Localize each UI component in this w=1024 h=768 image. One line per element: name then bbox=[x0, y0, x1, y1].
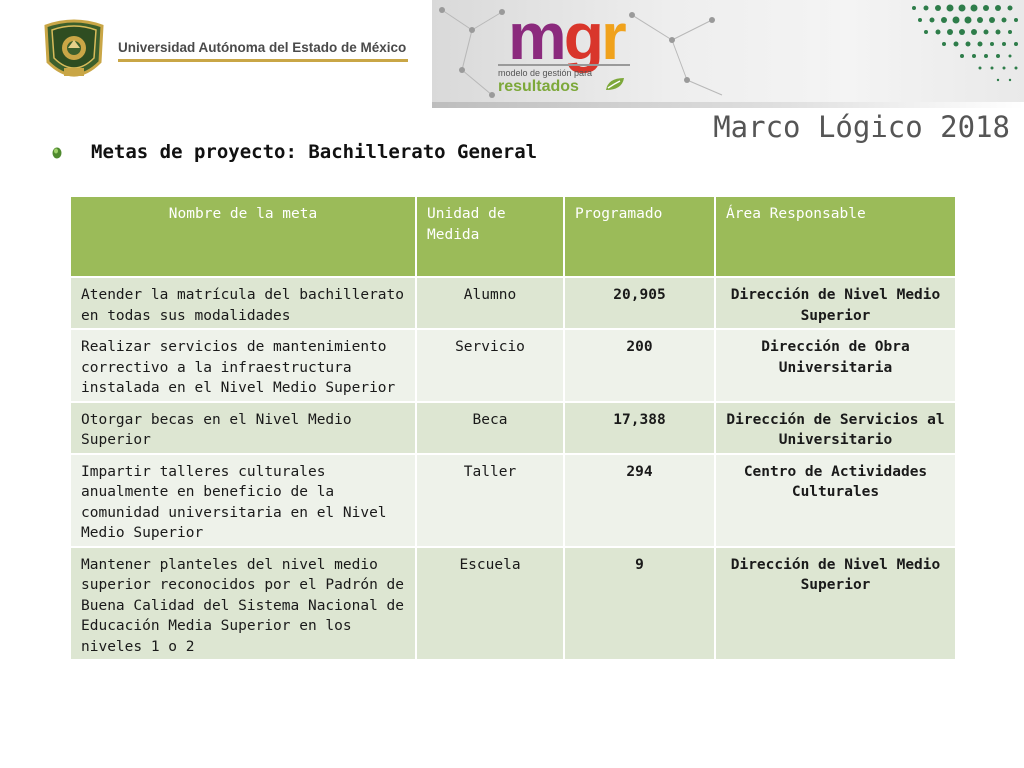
goal-name-cell: Realizar servicios de mantenimiento correctivo a la infraestructura instalada en el Nivel Medio Superior bbox=[70, 329, 416, 402]
programmed-cell: 9 bbox=[564, 547, 715, 661]
mgr-letter-r: r bbox=[601, 0, 624, 73]
programmed-cell: 294 bbox=[564, 454, 715, 547]
column-header-area: Área Responsable bbox=[715, 196, 956, 277]
leaf-icon bbox=[604, 76, 626, 92]
mgr-subtitle-line2: resultados bbox=[498, 78, 579, 95]
column-header-unit: Unidad de Medida bbox=[416, 196, 564, 277]
unit-cell: Servicio bbox=[416, 329, 564, 402]
unit-cell: Beca bbox=[416, 402, 564, 454]
programmed-cell: 20,905 bbox=[564, 277, 715, 329]
goal-name-cell: Mantener planteles del nivel medio superior reconocidos por el Padrón de Buena Calidad del Sistema Nacional de Educación Media Superior en los niveles 1 o 2 bbox=[70, 547, 416, 661]
goal-name-cell: Impartir talleres culturales anualmente en beneficio de la comunidad universitaria en el Nivel Medio Superior bbox=[70, 454, 416, 547]
goals-table bbox=[69, 195, 957, 661]
table-row bbox=[70, 402, 956, 454]
unit-cell: Alumno bbox=[416, 277, 564, 329]
table-header-row bbox=[70, 196, 956, 277]
mgr-subtitle-line1: modelo de gestión para bbox=[498, 68, 593, 78]
table-row bbox=[70, 329, 956, 402]
programmed-cell: 200 bbox=[564, 329, 715, 402]
mgr-logo-text bbox=[508, 0, 624, 72]
dot-pattern-icon bbox=[904, 0, 1024, 102]
table-row bbox=[70, 277, 956, 329]
programmed-cell: 17,388 bbox=[564, 402, 715, 454]
goal-name-cell: Otorgar becas en el Nivel Medio Superior bbox=[70, 402, 416, 454]
area-cell: Dirección de Nivel Medio Superior bbox=[715, 547, 956, 661]
university-name: Universidad Autónoma del Estado de México bbox=[118, 40, 408, 62]
section-title: Metas de proyecto: Bachillerato General bbox=[91, 141, 538, 163]
university-crest-icon bbox=[38, 18, 110, 84]
mgr-letter-m: m bbox=[508, 0, 564, 73]
mgr-letter-g: g bbox=[563, 0, 602, 73]
unit-cell: Taller bbox=[416, 454, 564, 547]
goal-name-cell: Atender la matrícula del bachillerato en todas sus modalidades bbox=[70, 277, 416, 329]
unit-cell: Escuela bbox=[416, 547, 564, 661]
area-cell: Dirección de Nivel Medio Superior bbox=[715, 277, 956, 329]
bullet-icon bbox=[52, 147, 62, 159]
area-cell: Centro de Actividades Culturales bbox=[715, 454, 956, 547]
table-row bbox=[70, 547, 956, 661]
area-cell: Dirección de Obra Universitaria bbox=[715, 329, 956, 402]
page-header bbox=[0, 0, 1024, 110]
area-cell: Dirección de Servicios al Universitario bbox=[715, 402, 956, 454]
column-header-programmed: Programado bbox=[564, 196, 715, 277]
slide-title: Marco Lógico 2018 bbox=[713, 110, 1010, 144]
table-row bbox=[70, 454, 956, 547]
column-header-name: Nombre de la meta bbox=[70, 196, 416, 277]
mgr-banner bbox=[432, 0, 1024, 102]
banner-stripe bbox=[432, 102, 1024, 108]
